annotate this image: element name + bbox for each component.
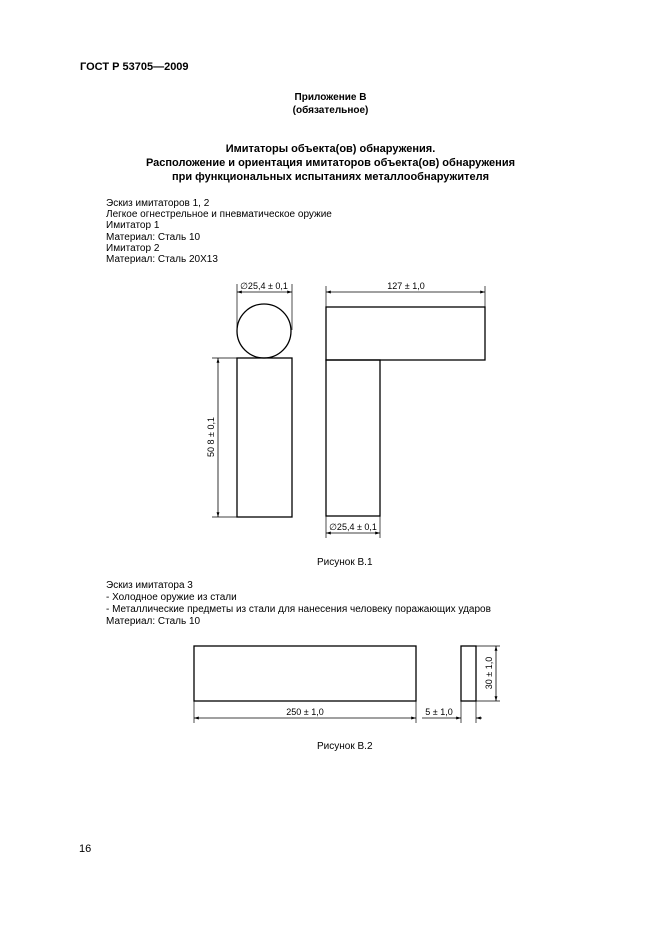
- dim-plate-height: 30 ± 1,0: [484, 656, 494, 690]
- sketch1-text-line: Эскиз имитаторов 1, 2: [106, 198, 210, 209]
- sketch1-text-line: Легкое огнестрельное и пневматическое оружие: [106, 209, 332, 220]
- dim-length: 127 ± 1,0: [387, 281, 425, 291]
- figure-caption-b2: Рисунок В.2: [317, 741, 373, 752]
- rod-shape: [237, 358, 292, 517]
- l-shape-leg: [326, 360, 380, 516]
- sketch2-text-line: Эскиз имитатора 3: [106, 580, 193, 591]
- dim-diameter-bottom: ∅25,4 ± 0,1: [329, 522, 377, 532]
- sketch1-text-line: Материал: Сталь 10: [106, 232, 201, 243]
- dim-plate-length: 250 ± 1,0: [286, 707, 324, 717]
- figure-caption-b1: Рисунок В.1: [317, 557, 373, 568]
- section-title-line-1: Имитаторы объекта(ов) обнаружения.: [225, 143, 436, 155]
- dim-height: 50 8 ± 0,1: [206, 417, 216, 457]
- document-header: ГОСТ Р 53705—2009: [80, 61, 189, 73]
- sketch1-text-line: Имитатор 1: [106, 220, 160, 231]
- section-title-line-3: при функциональных испытаниях металлообнаружителя: [171, 171, 490, 183]
- simulator-1-drawing: [206, 281, 292, 517]
- sketch2-text-line: - Металлические предметы из стали для нанесения человеку поражающих ударов: [106, 604, 491, 615]
- section-title-line-2: Расположение и ориентация имитаторов объекта(ов) обнаружения: [145, 157, 516, 169]
- dim-plate-thickness: 5 ± 1,0: [425, 707, 453, 717]
- dim-diameter-top: ∅25,4 ± 0,1: [240, 281, 288, 291]
- appendix-status: (обязательное): [292, 105, 369, 116]
- disc-shape: [237, 304, 291, 358]
- plate-front: [194, 646, 416, 701]
- plate-side: [461, 646, 476, 701]
- simulator-3-drawing: [194, 646, 500, 723]
- l-shape-top-bar: [326, 307, 485, 360]
- sketch1-text-line: Имитатор 2: [106, 243, 160, 254]
- sketch1-text-line: Материал: Сталь 20Х13: [106, 254, 218, 265]
- simulator-2-drawing: [326, 281, 485, 538]
- page-number: 16: [79, 843, 92, 855]
- sketch2-text-line: - Холодное оружие из стали: [106, 592, 237, 603]
- sketch2-text-line: Материал: Сталь 10: [106, 616, 201, 627]
- appendix-title: Приложение В: [294, 92, 367, 103]
